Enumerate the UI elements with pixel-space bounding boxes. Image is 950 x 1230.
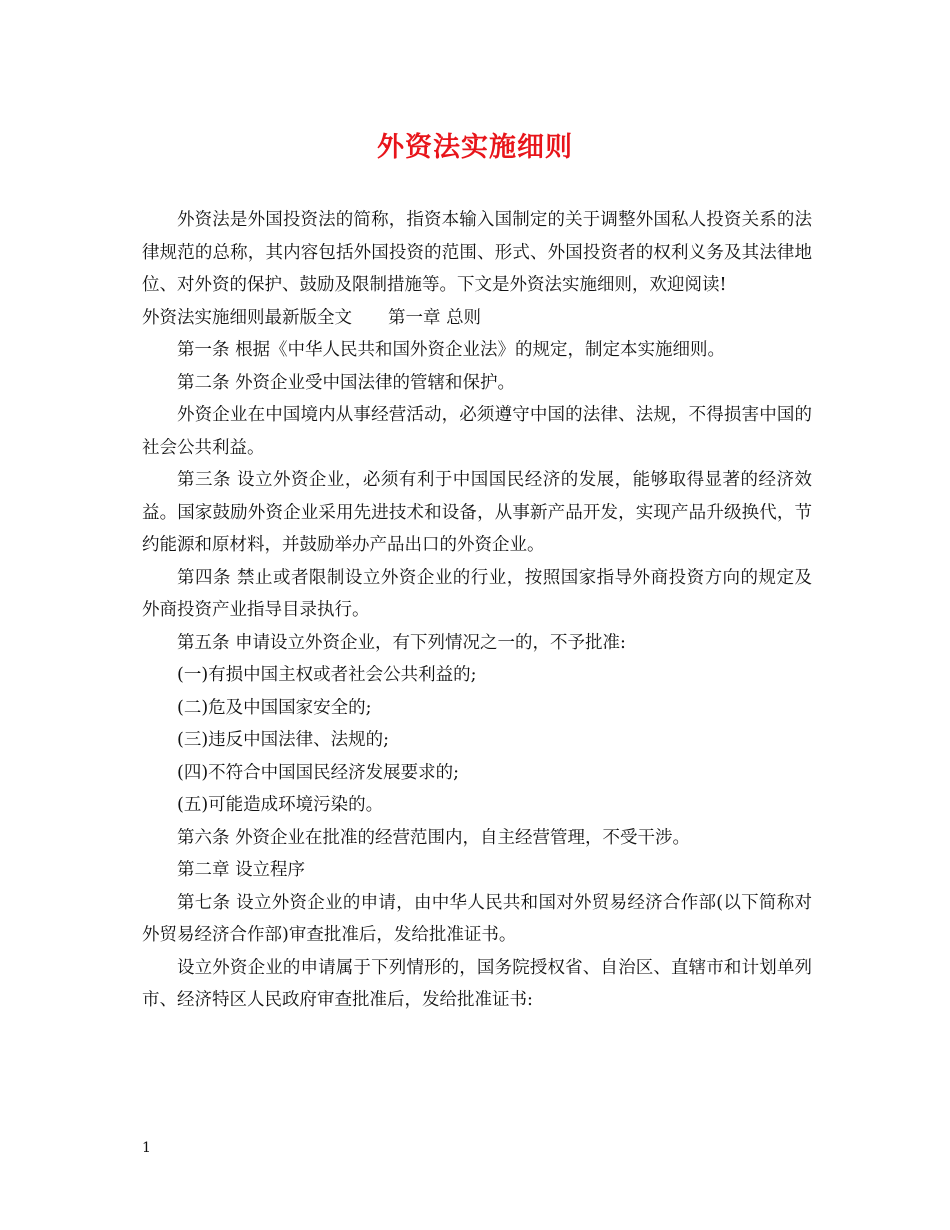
- article-paragraph: 第三条 设立外资企业，必须有利于中国国民经济的发展，能够取得显著的经济效益。国家鼓励外资企业采用先进技术和设备，从事新产品开发，实现产品升级换代，节约能源和原材料，并鼓励举办产品出口的外资企业。: [142, 470, 812, 555]
- list-item: (五)可能造成环境污染的。: [177, 795, 384, 815]
- article-paragraph: 设立外资企业的申请属于下列情形的，国务院授权省、自治区、直辖市和计划单列市、经济特区人民政府审查批准后，发给批准证书:: [142, 957, 812, 1010]
- list-item: (四)不符合中国国民经济发展要求的;: [177, 762, 460, 783]
- article-paragraph: 第四条 禁止或者限制设立外资企业的行业，按照国家指导外商投资方向的规定及外商投资产业指导目录执行。: [142, 567, 812, 620]
- list-item: (一)有损中国主权或者社会公共利益的;: [177, 665, 477, 685]
- document-subtitle: 外资法实施细则最新版全文: [142, 307, 352, 328]
- chapter-heading: 第一章 总则: [388, 307, 482, 328]
- document-title: 外资法实施细则: [377, 132, 573, 163]
- article-paragraph: 第五条 申请设立外资企业，有下列情况之一的，不予批准:: [177, 632, 626, 653]
- article-paragraph: 第一条 根据《中华人民共和国外资企业法》的规定，制定本实施细则。: [177, 340, 726, 360]
- article-paragraph: 第二条 外资企业受中国法律的管辖和保护。: [177, 372, 516, 393]
- section-heading-line: [142, 302, 812, 335]
- article-paragraph: 第六条 外资企业在批准的经营范围内，自主经营管理，不受干涉。: [177, 827, 691, 848]
- page-number: 1: [142, 1140, 151, 1156]
- list-item: (三)违反中国法律、法规的;: [177, 730, 390, 750]
- document-body: [142, 204, 812, 1017]
- list-item: (二)危及中国国家安全的;: [177, 697, 372, 718]
- article-paragraph: 外资企业在中国境内从事经营活动，必须遵守中国的法律、法规，不得损害中国的社会公共利益。: [142, 405, 812, 458]
- intro-paragraph: 外资法是外国投资法的简称，指资本输入国制定的关于调整外国私人投资关系的法律规范的总称，其内容包括外国投资的范围、形式、外国投资者的权利义务及其法律地位、对外资的保护、鼓励及限制措施等。下文是外资法实施细则，欢迎阅读!: [142, 210, 812, 295]
- article-paragraph: 第七条 设立外资企业的申请，由中华人民共和国对外贸易经济合作部(以下简称对外贸易经济合作部)审查批准后，发给批准证书。: [142, 892, 812, 945]
- chapter-heading: 第二章 设立程序: [177, 860, 306, 880]
